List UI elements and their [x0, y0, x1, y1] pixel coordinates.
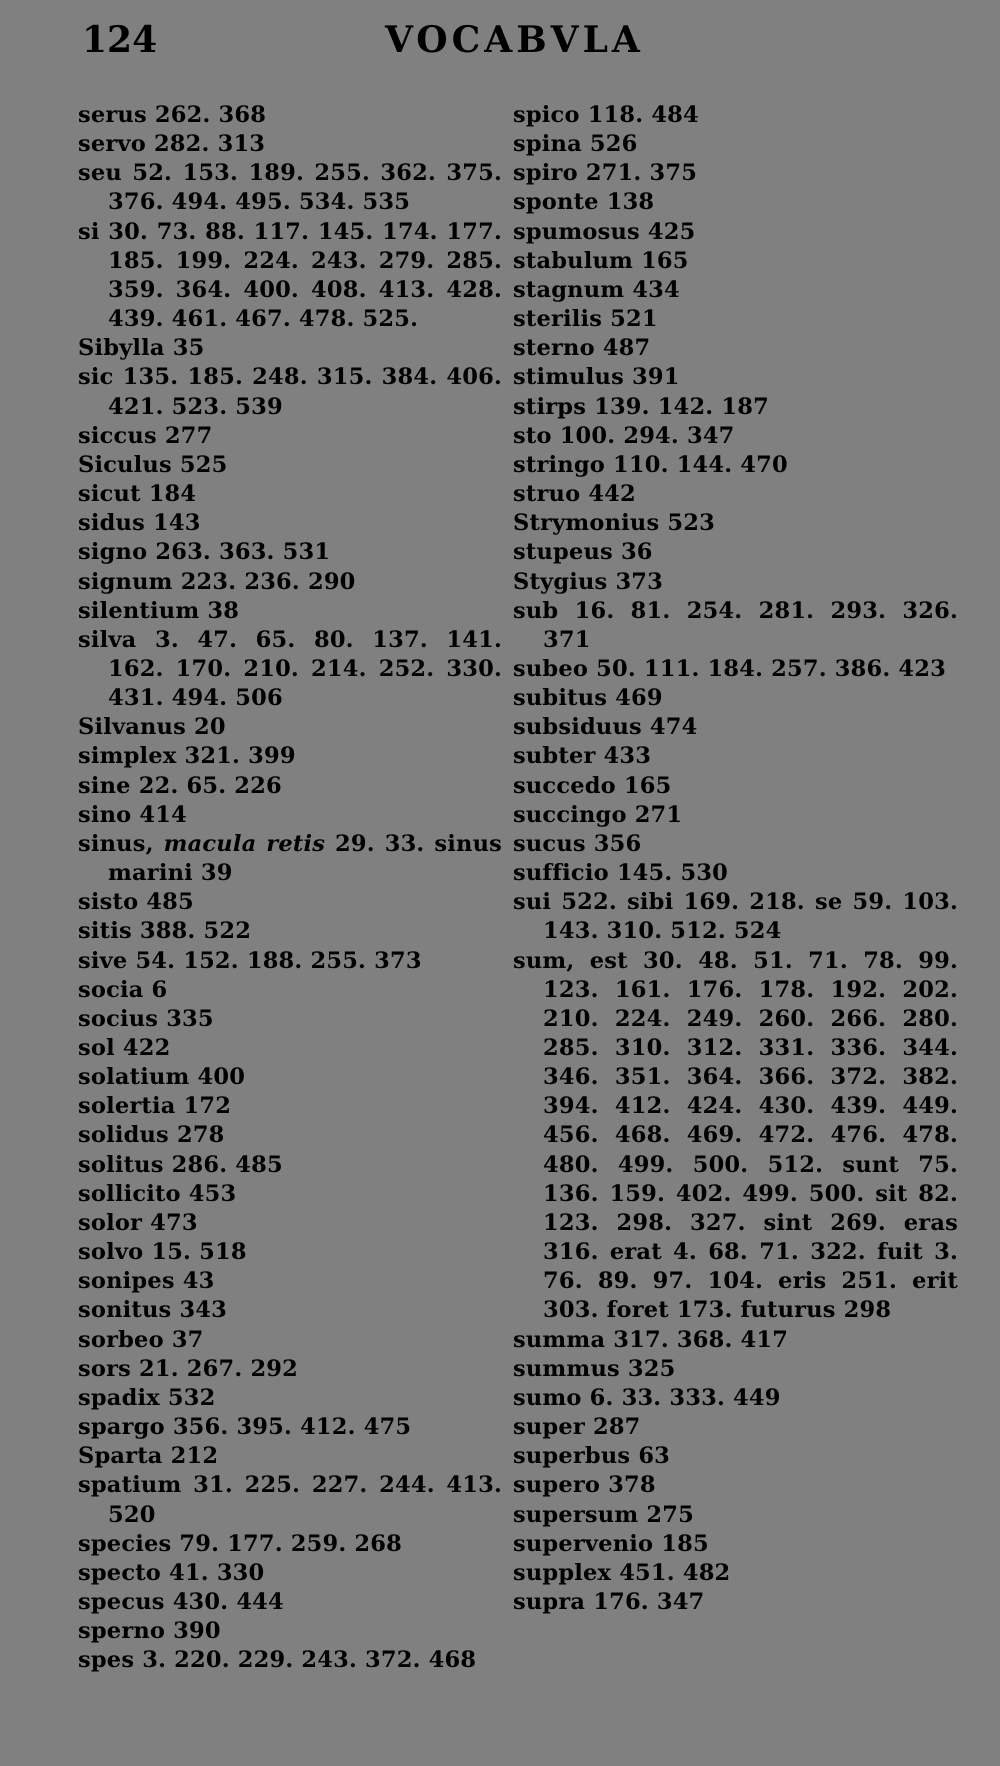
- entry-headword: Sparta: [78, 1443, 163, 1470]
- entry-references: 6. 33. 333. 449: [581, 1384, 781, 1411]
- entry-headword: signum: [78, 568, 173, 595]
- entry-headword: solor: [78, 1209, 143, 1236]
- entry-headword: Strymonius: [513, 510, 660, 537]
- entry-headword: sive: [78, 947, 128, 974]
- index-entry: [78, 101, 502, 130]
- entry-references: 262. 368: [146, 102, 267, 128]
- index-entry: [78, 1413, 502, 1442]
- page-header: [0, 14, 1000, 74]
- index-entry: [78, 1180, 502, 1209]
- index-entry: [513, 597, 967, 655]
- entry-references: 145. 530: [608, 860, 729, 887]
- entry-headword: sonitus: [78, 1297, 172, 1324]
- index-entry: [78, 1267, 502, 1296]
- entry-headword: stimulus: [513, 364, 624, 391]
- entry-headword: silva: [78, 626, 137, 653]
- index-entry: [513, 1559, 958, 1588]
- entry-references: 271. 375: [577, 160, 698, 187]
- entry-headword: stringo: [513, 451, 605, 478]
- entry-headword: summa: [513, 1326, 606, 1353]
- entry-headword: solvo: [78, 1239, 144, 1266]
- index-entry: [513, 451, 958, 480]
- index-entry: [78, 480, 502, 509]
- index-entry: [513, 334, 958, 363]
- index-entry: [78, 218, 511, 335]
- entry-references: 275: [638, 1501, 694, 1528]
- entry-headword: sisto: [78, 889, 139, 916]
- entry-headword: succedo: [513, 772, 616, 799]
- index-column-right: [513, 101, 967, 1617]
- index-entry: [78, 801, 502, 830]
- index-entry: [513, 684, 958, 713]
- entry-headword: spadix: [78, 1384, 160, 1411]
- entry-references: 442: [580, 481, 636, 508]
- index-entry: [513, 159, 958, 188]
- entry-headword: sors: [78, 1355, 131, 1382]
- entry-headword: sinus,: [78, 830, 154, 857]
- entry-references: 54. 152. 188. 255. 373: [127, 947, 422, 974]
- index-entry: [513, 1384, 958, 1413]
- index-entry: [78, 1588, 502, 1617]
- entry-references: 317. 368. 417: [605, 1326, 789, 1353]
- entry-references: 287: [584, 1414, 641, 1441]
- entry-references: 522. sibi 169. 218. se 59. 103. 143. 310. 512. 524: [543, 889, 967, 945]
- entry-references: 373: [607, 568, 664, 595]
- index-entry: [513, 888, 967, 946]
- entry-headword: spiro: [513, 160, 578, 187]
- entry-references: 43: [174, 1268, 215, 1295]
- entry-references: 485: [138, 889, 194, 916]
- entry-references: 118. 484: [579, 102, 699, 128]
- entry-headword: spico: [513, 102, 580, 128]
- index-entry: [513, 538, 958, 567]
- entry-headword: sollicito: [78, 1180, 181, 1207]
- index-entry: [78, 538, 502, 567]
- entry-references: 473: [142, 1209, 198, 1236]
- entry-headword: seu: [78, 160, 122, 187]
- entry-references: 521: [602, 306, 658, 333]
- entry-headword: supero: [513, 1472, 601, 1499]
- entry-headword: sorbeo: [78, 1326, 164, 1353]
- entry-headword: siccus: [78, 422, 157, 449]
- index-entry: [78, 130, 502, 159]
- entry-references: 31. 225. 227. 244. 413. 520: [108, 1472, 511, 1528]
- entry-references: 451. 482: [611, 1559, 731, 1586]
- index-entry: [513, 772, 958, 801]
- index-entry: [78, 947, 502, 976]
- index-entry: [78, 159, 511, 217]
- entry-references: 100. 294. 347: [551, 422, 735, 449]
- entry-headword: Siculus: [78, 451, 172, 478]
- entry-references: 135. 185. 248. 315. 384. 406. 421. 523. 539: [108, 364, 511, 420]
- entry-headword: socius: [78, 1005, 159, 1032]
- entry-headword: Stygius: [513, 568, 608, 595]
- entry-headword: spumosus: [513, 218, 640, 245]
- entry-headword: summus: [513, 1355, 620, 1382]
- entry-references: 29. 33. sinus marini 39: [108, 830, 511, 887]
- entry-references: 390: [165, 1618, 221, 1645]
- index-entry: [78, 713, 502, 742]
- entry-references: 176. 347: [585, 1588, 705, 1615]
- entry-references: 79. 177. 259. 268: [171, 1530, 403, 1557]
- entry-headword: sitis: [78, 918, 132, 945]
- entry-references: 414: [131, 801, 187, 828]
- entry-references: 16. 81. 254. 281. 293. 326. 371: [543, 597, 967, 653]
- entry-headword: supersum: [513, 1501, 639, 1528]
- entry-headword: supplex: [513, 1559, 612, 1586]
- index-entry: [513, 830, 958, 859]
- index-entry: [78, 1034, 502, 1063]
- entry-headword: stabulum: [513, 247, 634, 274]
- index-entry: [513, 1355, 958, 1384]
- entry-headword: supra: [513, 1588, 586, 1615]
- entry-references: 3. 220. 229. 243. 372. 468: [134, 1647, 477, 1674]
- entry-headword: spatium: [78, 1472, 182, 1499]
- entry-headword: subeo: [513, 655, 589, 682]
- index-entry: [513, 742, 958, 771]
- entry-headword: solatium: [78, 1064, 190, 1091]
- index-entry: [513, 1413, 958, 1442]
- index-entry: [78, 1121, 502, 1150]
- entry-references: 41. 330: [161, 1559, 265, 1586]
- entry-references: 430. 444: [164, 1588, 284, 1615]
- index-entry: [78, 1559, 502, 1588]
- entry-references: 63: [630, 1443, 671, 1470]
- index-entry: [513, 801, 958, 830]
- index-entry: [78, 1530, 502, 1559]
- entry-references: 172: [175, 1093, 232, 1120]
- entry-references: 223. 236. 290: [172, 568, 356, 595]
- index-entry: [513, 859, 958, 888]
- entry-references: 6: [143, 976, 168, 1003]
- index-entry: [513, 568, 958, 597]
- entry-references: 325: [619, 1355, 676, 1382]
- entry-headword: sui: [513, 889, 552, 916]
- entry-headword: sumo: [513, 1384, 582, 1411]
- entry-headword: stagnum: [513, 276, 625, 303]
- index-entry: [513, 509, 958, 538]
- index-entry: [78, 1442, 502, 1471]
- index-entry: [78, 363, 511, 421]
- entry-references: 15. 518: [143, 1239, 247, 1266]
- index-entry: [513, 1530, 958, 1559]
- entry-headword: sicut: [78, 481, 141, 508]
- entry-headword: sufficio: [513, 860, 609, 887]
- entry-headword: sic: [78, 364, 114, 391]
- entry-references: est 30. 48. 51. 71. 78. 99. 123. 161. 176. 178. 192. 202. 210. 224. 249. 260. 266. 280. 285. 310. 312. 331. 336. 344. 346. 351. 364. 366. 372. 382. 394. 412. 424. 430. 439. 449. 456. 468. 469. 472. 476. 478. 480. 499. 500. 512. sunt 75. 136. 159. 402. 499. 500. sit 82. 123. 298. 327. sint 269. eras 316. erat 4. 68. 71. 322. fuit 3. 76. 89. 97. 104. eris 251. erit 303. foret 173. futurus 298: [543, 947, 967, 1324]
- entry-headword: si: [78, 218, 100, 245]
- index-column-left: [78, 101, 511, 1675]
- running-head: VOCABVLA: [385, 19, 644, 61]
- entry-headword: sino: [78, 801, 132, 828]
- entry-headword: sto: [513, 422, 552, 449]
- index-entry: [78, 1471, 511, 1529]
- index-entry: [513, 1442, 958, 1471]
- entry-references: 20: [185, 714, 226, 741]
- index-entry: [513, 1326, 958, 1355]
- entry-references: 184: [140, 481, 197, 508]
- entry-references: 36: [612, 539, 653, 566]
- index-entry: [78, 1384, 502, 1413]
- entry-references: 165: [633, 247, 689, 274]
- index-entry: [78, 451, 502, 480]
- index-entry: [513, 1588, 958, 1617]
- entry-references: 278: [168, 1122, 225, 1149]
- entry-references: 335: [158, 1005, 214, 1032]
- entry-references: 388. 522: [131, 918, 252, 945]
- entry-references: 52. 153. 189. 255. 362. 375. 376. 494. 495. 534. 535: [108, 160, 511, 216]
- entry-references: 474: [641, 714, 698, 741]
- entry-headword: struo: [513, 481, 581, 508]
- entry-references: 22. 65. 226: [130, 772, 282, 799]
- entry-references: 139. 142. 187: [586, 393, 769, 420]
- entry-headword: signo: [78, 539, 148, 566]
- entry-headword: subter: [513, 743, 596, 770]
- entry-references: 321. 399: [176, 743, 296, 770]
- entry-references: 37: [163, 1326, 204, 1353]
- entry-headword: subsiduus: [513, 714, 642, 741]
- entry-references: 110. 144. 470: [604, 451, 788, 478]
- entry-references: 422: [114, 1035, 171, 1061]
- entry-references: 356: [585, 830, 642, 857]
- entry-headword: sonipes: [78, 1268, 175, 1295]
- index-entry: [78, 597, 502, 626]
- entry-headword: sterno: [513, 335, 595, 362]
- entry-references: 138: [598, 189, 655, 216]
- entry-references: 263. 363. 531: [147, 539, 331, 566]
- entry-headword: supervenio: [513, 1530, 654, 1557]
- index-entry: [78, 772, 502, 801]
- entry-gloss: macula retis: [153, 830, 326, 857]
- index-entry: [78, 1296, 502, 1325]
- entry-references: 523: [659, 510, 715, 537]
- index-entry: [78, 1063, 502, 1092]
- entry-references: 469: [607, 685, 663, 712]
- index-entry: [78, 1646, 502, 1675]
- entry-references: 526: [581, 131, 638, 158]
- entry-headword: sucus: [513, 830, 586, 857]
- entry-references: 277: [156, 422, 213, 449]
- entry-headword: solidus: [78, 1122, 169, 1149]
- index-entry: [78, 742, 502, 771]
- entry-references: 532: [159, 1384, 216, 1411]
- entry-references: 391: [623, 364, 680, 391]
- entry-headword: solertia: [78, 1093, 176, 1120]
- index-entry: [78, 830, 511, 888]
- entry-references: 425: [639, 218, 696, 245]
- index-entry: [78, 1355, 502, 1384]
- index-entry: [513, 188, 958, 217]
- entry-headword: sol: [78, 1035, 115, 1061]
- index-entry: [513, 305, 958, 334]
- index-entry: [513, 713, 958, 742]
- entry-headword: specus: [78, 1588, 165, 1615]
- index-entry: [513, 1501, 958, 1530]
- entry-headword: subitus: [513, 685, 608, 712]
- entry-references: 286. 485: [163, 1151, 283, 1178]
- entry-references: 30. 73. 88. 117. 145. 174. 177. 185. 199. 224. 243. 279. 285. 359. 364. 400. 408. 413. 428. 439. 461. 467. 478. 525.: [99, 218, 511, 333]
- entry-references: 434: [624, 276, 680, 303]
- index-entry: [78, 568, 502, 597]
- entry-headword: species: [78, 1530, 172, 1557]
- entry-references: 282. 313: [145, 131, 266, 158]
- index-entry: [78, 976, 502, 1005]
- index-entry: [513, 247, 958, 276]
- entry-references: 271: [626, 801, 683, 828]
- index-entry: [513, 130, 958, 159]
- entry-headword: superbus: [513, 1443, 631, 1470]
- index-entry: [78, 626, 511, 713]
- index-entry: [513, 276, 958, 305]
- index-entry: [78, 917, 502, 946]
- entry-headword: stirps: [513, 393, 587, 420]
- entry-references: 378: [600, 1472, 656, 1499]
- index-entry: [78, 1326, 502, 1355]
- index-entry: [78, 1005, 502, 1034]
- index-entry: [513, 655, 958, 684]
- entry-references: 165: [615, 772, 672, 799]
- entry-references: 400: [189, 1064, 246, 1091]
- index-entry: [78, 1151, 502, 1180]
- entry-headword: sub: [513, 597, 559, 624]
- entry-references: 50. 111. 184. 257. 386. 423: [588, 655, 947, 682]
- index-entry: [78, 1209, 502, 1238]
- index-entry: [513, 363, 958, 392]
- entry-headword: simplex: [78, 743, 177, 770]
- entry-headword: specto: [78, 1559, 162, 1586]
- index-entry: [78, 1617, 502, 1646]
- entry-headword: socia: [78, 976, 144, 1003]
- entry-references: 525: [171, 451, 228, 478]
- entry-headword: spargo: [78, 1414, 165, 1441]
- entry-headword: spes: [78, 1647, 135, 1674]
- index-entry: [78, 888, 502, 917]
- entry-headword: Silvanus: [78, 714, 186, 741]
- entry-references: 35: [164, 335, 205, 362]
- entry-headword: serus: [78, 102, 147, 128]
- entry-headword: silentium: [78, 597, 200, 624]
- index-entry: [513, 218, 958, 247]
- page-number: 124: [82, 19, 158, 61]
- entry-references: 212: [162, 1443, 219, 1470]
- entry-references: 21. 267. 292: [131, 1355, 299, 1382]
- index-entry: [78, 509, 502, 538]
- index-entry: [513, 101, 958, 130]
- entry-references: 453: [180, 1180, 237, 1207]
- entry-headword: sponte: [513, 189, 599, 216]
- index-entry: [513, 1471, 958, 1500]
- entry-headword: sum,: [513, 947, 575, 974]
- entry-headword: sine: [78, 772, 131, 799]
- entry-headword: sperno: [78, 1618, 166, 1645]
- entry-references: 487: [594, 335, 651, 362]
- entry-references: 185: [653, 1530, 709, 1557]
- entry-references: 143: [144, 510, 201, 537]
- entry-headword: succingo: [513, 801, 627, 828]
- entry-headword: servo: [78, 131, 146, 158]
- entry-headword: sterilis: [513, 306, 603, 333]
- index-entry: [513, 480, 958, 509]
- entry-headword: Sibylla: [78, 335, 165, 362]
- index-entry: [78, 1092, 502, 1121]
- entry-headword: solitus: [78, 1151, 164, 1178]
- index-entry: [513, 422, 958, 451]
- entry-references: 433: [595, 743, 652, 770]
- index-entry: [513, 947, 967, 1326]
- entry-references: 3. 47. 65. 80. 137. 141. 162. 170. 210. 214. 252. 330. 431. 494. 506: [108, 626, 511, 712]
- entry-references: 38: [199, 597, 240, 624]
- entry-headword: super: [513, 1414, 585, 1441]
- entry-headword: spina: [513, 131, 582, 158]
- entry-headword: stupeus: [513, 539, 613, 566]
- entry-references: 356. 395. 412. 475: [164, 1414, 412, 1441]
- entry-headword: sidus: [78, 510, 145, 537]
- index-entry: [78, 422, 502, 451]
- index-entry: [513, 393, 958, 422]
- index-entry: [78, 1238, 502, 1267]
- entry-references: 343: [171, 1297, 228, 1324]
- index-entry: [78, 334, 502, 363]
